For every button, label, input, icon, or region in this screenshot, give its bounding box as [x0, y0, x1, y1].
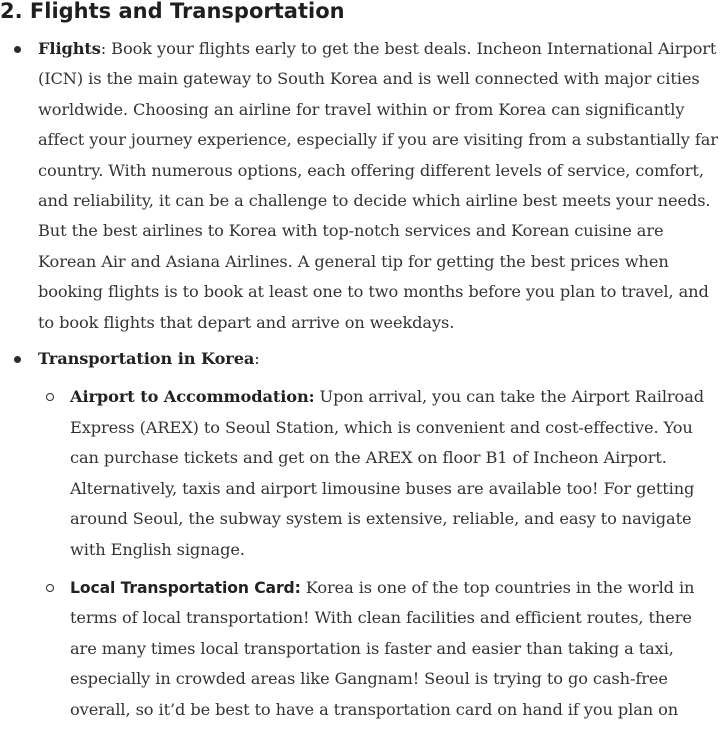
- bullet-circle-icon: [46, 393, 54, 401]
- bullet-circle-icon: [46, 584, 54, 592]
- bullet-disc-icon: [14, 46, 21, 53]
- item-separator: :: [100, 39, 107, 58]
- sub-item-term: Airport to Accommodation:: [70, 387, 315, 407]
- sub-bullet-list: [38, 382, 721, 724]
- section-heading: 2. Flights and Transportation: [0, 0, 345, 23]
- item-term: Transportation in Korea: [38, 349, 255, 369]
- sub-item-text: Upon arrival, you can take the Airport Railroad Express (AREX) to Seoul Station, which is convenient and cost-effective. You can purchase tickets and get on the AREX on floor B1 of Incheon Airport. Alternatively, taxis and airport limousine buses are available too! For getting around Seoul, the subway system is extensive, reliable, and easy to navigate with English signage.: [70, 387, 705, 559]
- item-text: Book your flights early to get the best deals. Incheon International Airport (ICN) is the main gateway to South Korea and is well connected with major cities worldwide. Choosing an airline for travel within or from Korea can significantly affect your journey experience, especially if you are visiting from a substantially far country. With numerous options, each offering different levels of service, comfort, and reliability, it can be a challenge to decide which airline best meets your needs. But the best airlines to Korea with top-notch services and Korean cuisine are Korean Air and Asiana Airlines. A general tip for getting the best prices when booking flights is to book at least one to two months before you plan to travel, and to book flights that depart and arrive on weekdays.: [38, 39, 718, 332]
- sub-item-term: Local Transportation Card:: [70, 578, 301, 597]
- sub-item-text: Korea is one of the top countries in the world in terms of local transportation! With clean facilities and efficient routes, there are many times local transportation is faster and easier than taking a taxi, especially in crowded areas like Gangnam! Seoul is trying to go cash-free overall, so it’d be best to have a transportation card on hand if you plan on: [70, 577, 695, 719]
- sub-item-airport-to-accommodation: [38, 382, 721, 564]
- section-body: [0, 34, 721, 731]
- bullet-disc-icon: [14, 356, 21, 363]
- list-item-flights: [0, 34, 721, 338]
- list-item-transportation: [0, 344, 721, 725]
- item-term: Flights: [38, 39, 101, 58]
- sub-item-local-transportation-card: [38, 573, 721, 725]
- item-separator: :: [254, 349, 260, 369]
- bullet-list: [0, 34, 721, 725]
